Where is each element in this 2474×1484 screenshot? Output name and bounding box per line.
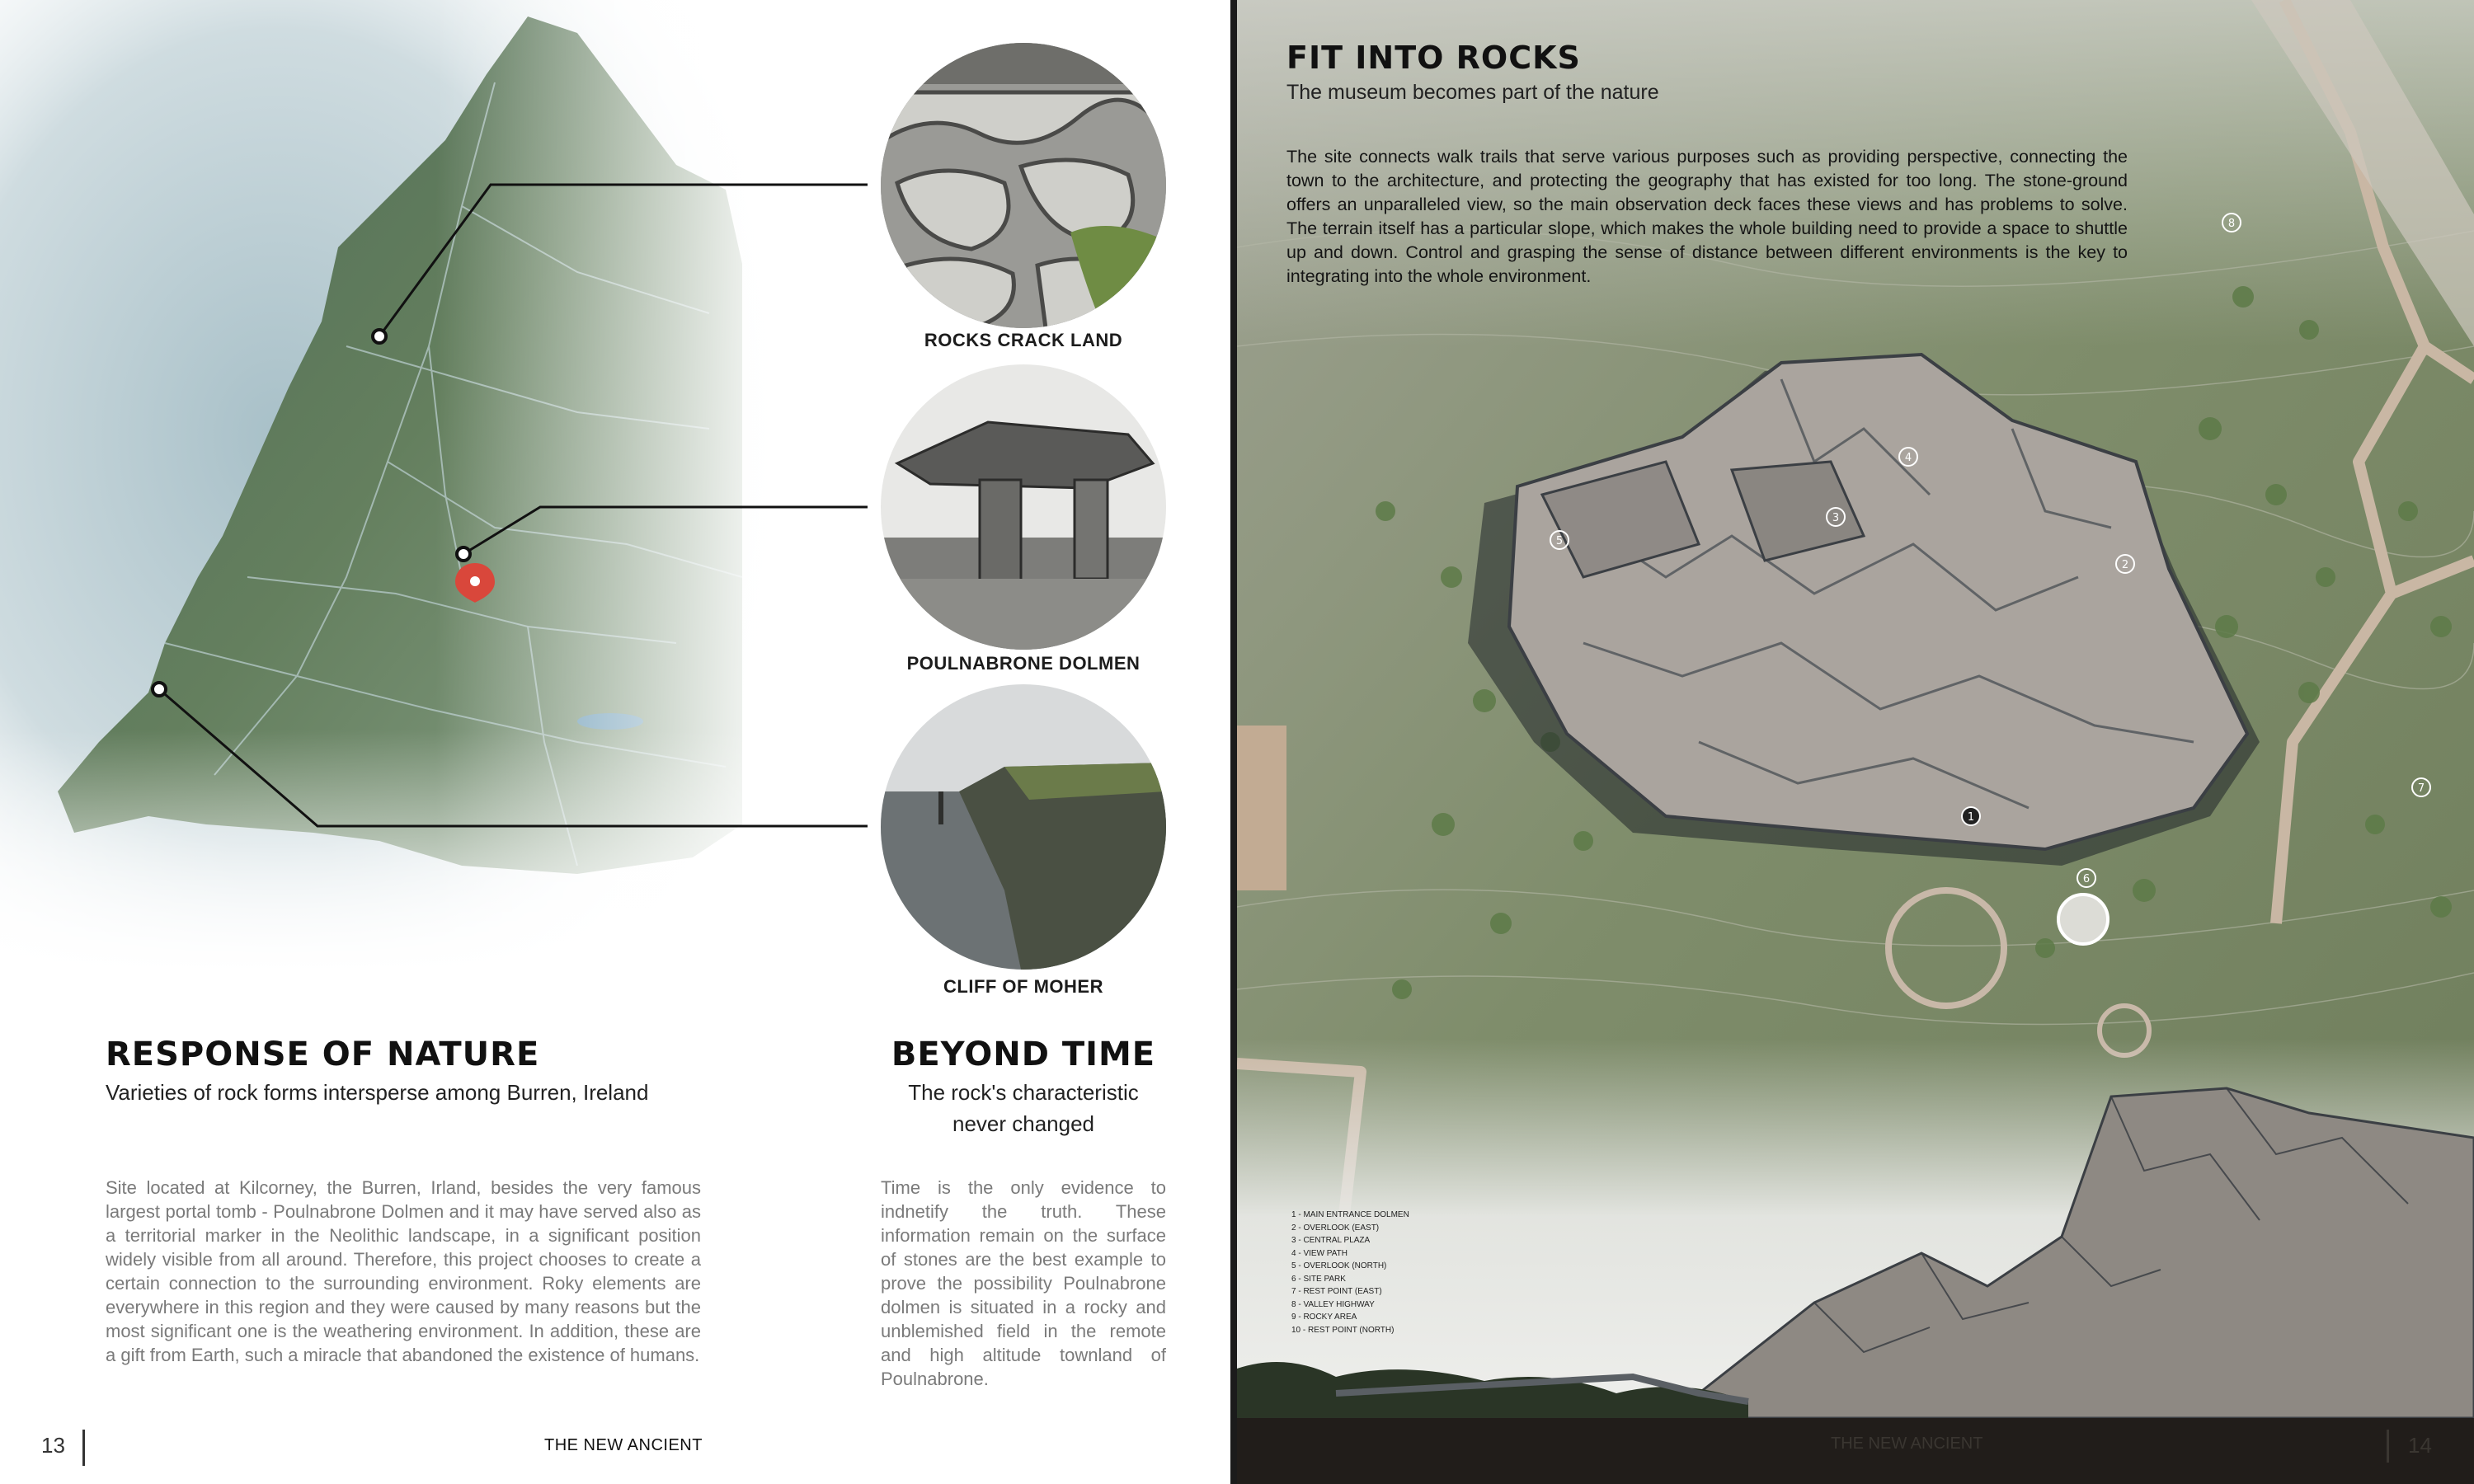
footer-magazine-title: THE NEW ANCIENT [544,1436,703,1454]
legend-item: 3 - CENTRAL PLAZA [1291,1236,1371,1245]
svg-text:4: 4 [1904,452,1912,464]
fit-into-rocks-title: FIT INTO ROCKS [1286,40,1581,76]
page-number-divider [82,1430,85,1466]
location-dot-cliff[interactable] [153,683,166,696]
svg-text:2: 2 [2121,559,2129,571]
beyond-time-title: BEYOND TIME [891,1036,1156,1073]
rest-point-west [1237,726,1286,890]
svg-text:3: 3 [1832,512,1840,524]
caption-rocks-crack-land: ROCKS CRACK LAND [924,330,1123,350]
fit-into-rocks-body: The site connects walk trails that serve various purposes such as providing perspective, connecting the town to the architecture, and protecting the geography that has existed for too long. The stone-ground offers an unparalleled view, so the main observation deck faces these views and has problems to solve. The terrain itself has a particular slope, which makes the whole building need to provide a space to shuttle up and down. Control and grasping the sense of distance between different environments is the key to integrating into the whole environment. [1286,147,2128,286]
right-page [1237,0,2474,1484]
rocks-crack-land-photo [881,43,1166,328]
legend-item: 10 - REST POINT (NORTH) [1291,1325,1395,1335]
beyond-time-subtitle-line-1: The rock's characteristic [908,1080,1139,1105]
fit-into-rocks-subtitle: The museum becomes part of the nature [1286,81,1659,104]
legend-item: 7 - REST POINT (EAST) [1291,1287,1382,1296]
legend-item: 4 - VIEW PATH [1291,1248,1348,1258]
left-page [0,0,1234,1484]
overlook-circle [2058,895,2108,944]
svg-text:1: 1 [1967,811,1975,824]
site-legend [1291,1209,1409,1336]
page-number-divider-right [2387,1430,2389,1463]
page-number-right: 14 [2408,1433,2432,1458]
svg-text:6: 6 [2082,873,2091,885]
legend-item: 5 - OVERLOOK (NORTH) [1291,1261,1387,1270]
location-dot-rocks[interactable] [373,330,386,343]
legend-item: 6 - SITE PARK [1291,1274,1346,1284]
svg-text:5: 5 [1555,535,1564,547]
location-dot-dolmen[interactable] [457,547,470,561]
legend-item: 1 - MAIN ENTRANCE DOLMEN [1291,1210,1409,1219]
footer-faint-title: THE NEW ANCIENT [1831,1435,1983,1453]
legend-item: 9 - ROCKY AREA [1291,1313,1357,1322]
beyond-time-body: Time is the only evidence to indnetify the truth. These information remain on the surface of stones are the best example to prove the possibility Poulnabrone dolmen is situated in a rocky and unblemished field in the remote and high altitude townland of Poulnabrone. [881,1177,1166,1389]
beyond-time-subtitle-line-2: never changed [952,1111,1095,1136]
response-of-nature-title: RESPONSE OF NATURE [106,1036,540,1073]
poulnabrone-dolmen-photo [881,364,1166,650]
response-of-nature-subtitle: Varieties of rock forms intersperse among Burren, Ireland [106,1080,649,1105]
svg-text:7: 7 [2417,782,2425,795]
book-spine [1230,0,1237,1484]
legend-item: 8 - VALLEY HIGHWAY [1291,1299,1375,1309]
response-of-nature-body: Site located at Kilcorney, the Burren, Irland, besides the very famous largest portal tomb - Poulnabrone Dolmen and it may have served also as a territorial marker in the Neolithic landscape, in a significant position widely visible from all around. Therefore, this project chooses to create a certain connection to the surrounding environment. Roky elements are everywhere in this region and they were caused by many reasons but the most significant one is the weathering environment. In addition, these are a gift from Earth, such a miracle that abandoned the existence of humans. [106,1177,701,1365]
cliff-of-moher-photo [881,684,1166,970]
svg-text:8: 8 [2227,218,2236,230]
burren-map [0,0,792,973]
legend-item: 2 - OVERLOOK (EAST) [1291,1223,1380,1233]
page-number-left: 13 [41,1433,65,1458]
caption-cliff-of-moher: CLIFF OF MOHER [943,976,1103,997]
caption-poulnabrone-dolmen: POULNABRONE DOLMEN [906,653,1141,674]
